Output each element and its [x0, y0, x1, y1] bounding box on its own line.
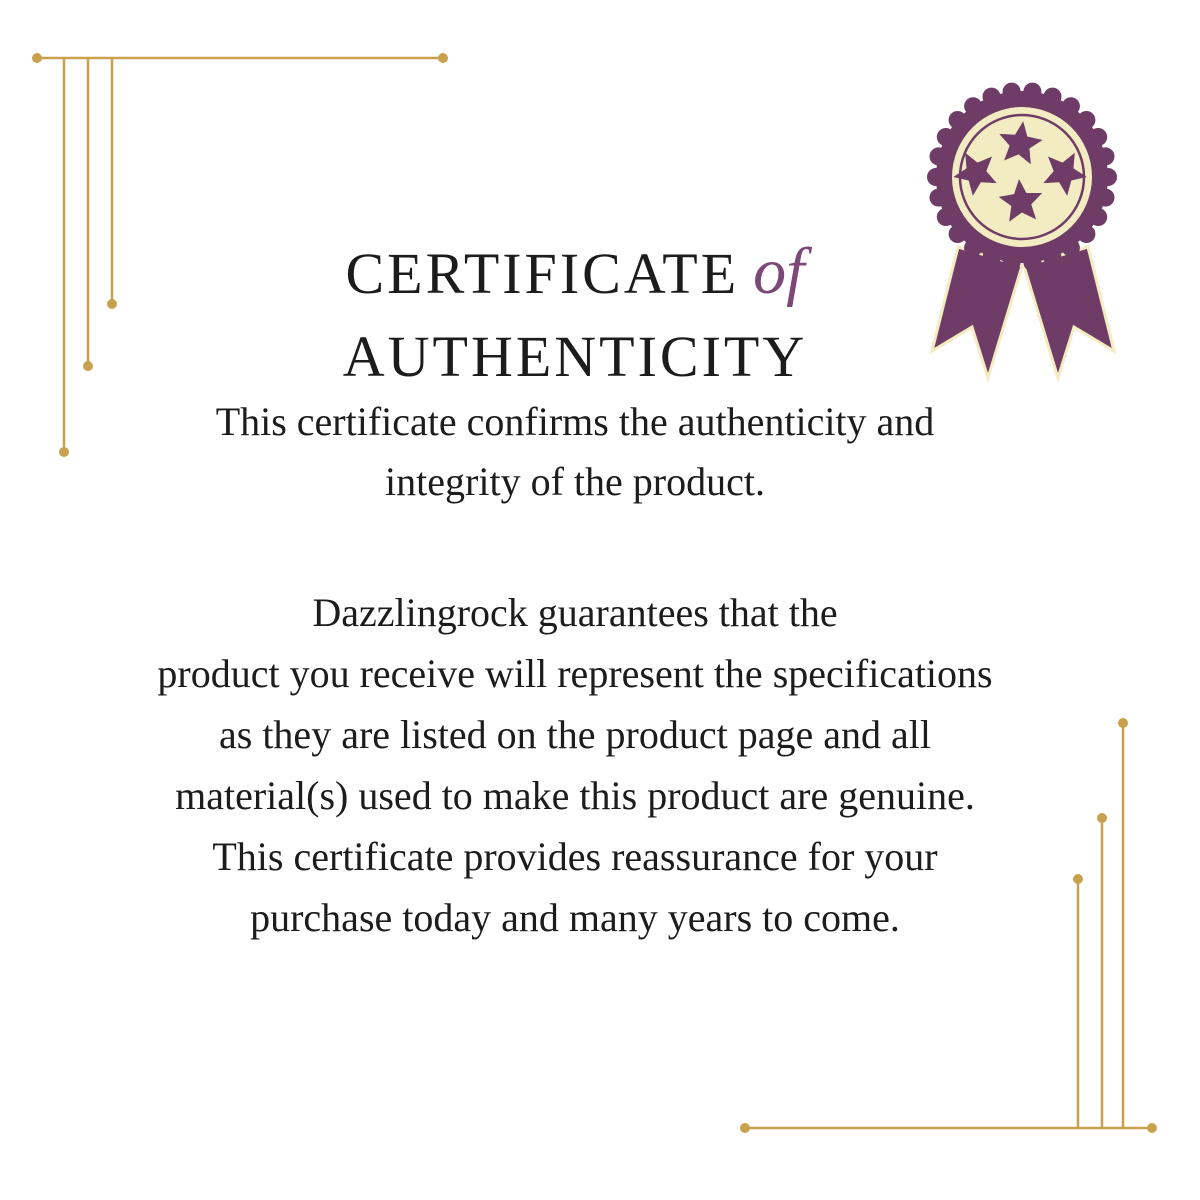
certificate-subtitle — [0, 392, 1150, 512]
subtitle-line: This certificate confirms the authenticity and — [215, 399, 935, 444]
ornament-dot — [740, 1123, 750, 1133]
paragraph-line: Dazzlingrock guarantees that the — [312, 590, 838, 635]
paragraph-line: material(s) used to make this product are genuine. — [175, 773, 975, 818]
title-line-2: AUTHENTICITY — [342, 324, 808, 389]
certificate-title — [0, 235, 1150, 391]
title-word-of: of — [753, 235, 805, 308]
ornament-dot — [438, 53, 448, 63]
paragraph-line: This certificate provides reassurance for your — [212, 834, 938, 879]
paragraph-line: product you receive will represent the specifications — [157, 651, 993, 696]
ornament-dot — [1147, 1123, 1157, 1133]
ornament-dot — [32, 53, 42, 63]
paragraph-line: purchase today and many years to come. — [250, 895, 900, 940]
guarantee-paragraph — [0, 582, 1150, 948]
paragraph-line: as they are listed on the product page and all — [219, 712, 931, 757]
subtitle-line: integrity of the product. — [385, 459, 765, 504]
title-word-certificate: CERTIFICATE — [345, 241, 740, 306]
title-line-1 — [0, 235, 1150, 323]
